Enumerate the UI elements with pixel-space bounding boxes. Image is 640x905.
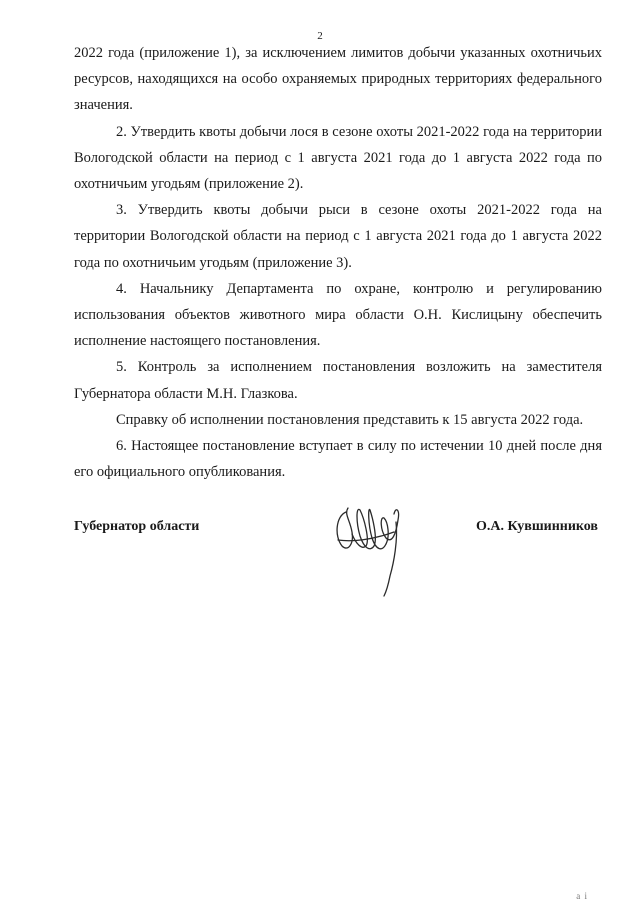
paragraph-item-4: 4. Начальнику Департамента по охране, контролю и регулированию использования объектов животного мира области О.Н. Кислицыну обеспечить исполнение настоящего постановления.	[74, 280, 602, 350]
page-number: 2	[317, 30, 323, 42]
footer-mark: а і	[576, 891, 588, 901]
handwritten-signature	[332, 500, 412, 600]
document-body	[74, 40, 602, 485]
paragraph-item-2: 2. Утвердить квоты добычи лося в сезоне охоты 2021-2022 года на территории Вологодской области на период с 1 августа 2021 года до 1 августа 2022 года по охотничьим угодьям (приложение 2).	[74, 123, 602, 193]
paragraph-item-3: 3. Утвердить квоты добычи рыси в сезоне охоты 2021-2022 года на территории Вологодской области на период с 1 августа 2021 года до 1 августа 2022 года по охотничьим угодьям (приложение 3).	[74, 202, 602, 271]
paragraph-continuation: 2022 года (приложение 1), за исключением лимитов добычи указанных охотничьих ресурсов, находящихся на особо охраняемых природных территориях федерального значения.	[74, 45, 602, 114]
signer-name: О.А. Кувшинников	[475, 519, 598, 534]
paragraph-item-5: 5. Контроль за исполнением постановления возложить на заместителя Губернатора области М.Н. Глазкова.	[74, 359, 602, 402]
paragraph-report-note: Справку об исполнении постановления представить к 15 августа 2022 года.	[116, 411, 584, 428]
signer-position: Губернатор области	[74, 519, 200, 534]
paragraph-item-6: 6. Настоящее постановление вступает в силу по истечении 10 дней после дня его официального опубликования.	[74, 438, 602, 481]
